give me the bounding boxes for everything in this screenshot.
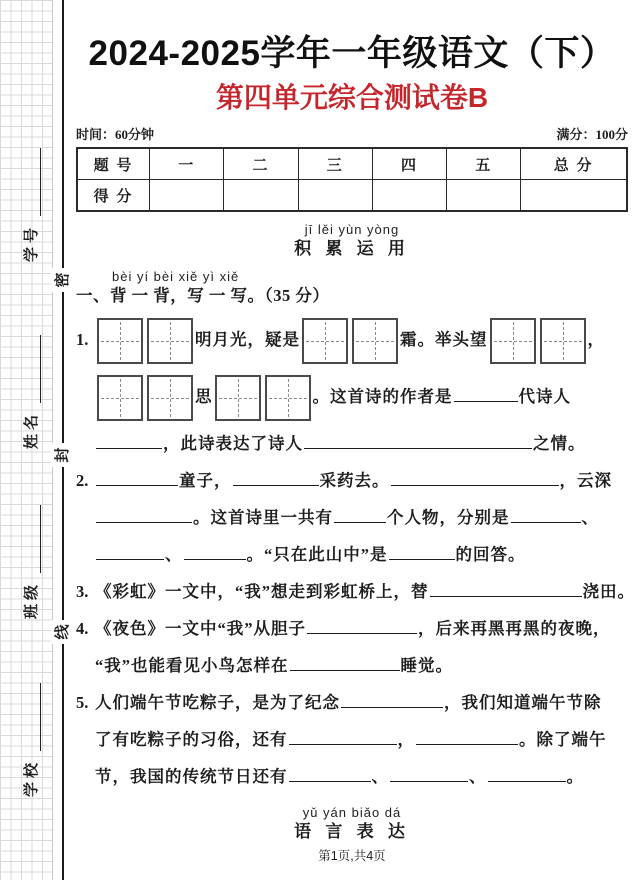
section-expression-title: 语 言 表 达 bbox=[294, 822, 410, 841]
question-text: 节，我国的传统节日还有 bbox=[95, 767, 288, 786]
exam-meta-row bbox=[76, 124, 628, 143]
question-number: 3. bbox=[76, 582, 89, 601]
character-grid-box bbox=[302, 318, 348, 364]
question-text: 《夜色》一文中“我”从胆子 bbox=[95, 619, 306, 638]
question-text: 的回答。 bbox=[455, 545, 526, 564]
character-grid-box bbox=[540, 318, 586, 364]
header-cell-two: 二 bbox=[224, 148, 298, 180]
question-text: ， bbox=[587, 330, 605, 349]
question-text: 。这首诗的作者是 bbox=[312, 387, 453, 406]
question-text: ，我们知道端午节除 bbox=[444, 693, 602, 712]
answer-blank bbox=[334, 505, 386, 523]
score-table-score-row bbox=[77, 180, 627, 212]
answer-blank bbox=[304, 431, 532, 449]
score-table bbox=[76, 147, 628, 212]
answer-blank bbox=[511, 505, 581, 523]
section-accumulation-title: 积 累 运 用 bbox=[294, 239, 410, 258]
question-line bbox=[76, 536, 628, 573]
question-line bbox=[76, 721, 628, 758]
section-expression bbox=[76, 805, 628, 842]
answer-blank bbox=[389, 542, 455, 560]
page-number: 第1页,共4页 bbox=[318, 849, 386, 863]
answer-blank bbox=[341, 690, 443, 708]
question-text: 代诗人 bbox=[518, 387, 571, 406]
seal-char-xian: 线 bbox=[51, 620, 75, 644]
school-blank-line bbox=[22, 683, 41, 751]
exam-subtitle: 第四单元综合测试卷B bbox=[215, 82, 489, 113]
question-text: 之情。 bbox=[533, 434, 586, 453]
answer-blank bbox=[430, 579, 582, 597]
question-text: 思 bbox=[195, 387, 213, 406]
question-line bbox=[76, 425, 628, 462]
part-one-intro bbox=[76, 269, 628, 307]
student-id-blank-line bbox=[22, 148, 41, 216]
score-cell-empty bbox=[521, 180, 627, 212]
question-text: 睡觉。 bbox=[400, 656, 453, 675]
question-text: 、 bbox=[581, 508, 599, 527]
class-blank-line bbox=[22, 505, 41, 573]
answer-blank bbox=[96, 468, 178, 486]
question-text: 采药去。 bbox=[319, 471, 390, 490]
question-line bbox=[76, 647, 628, 684]
class-label: 班级 bbox=[24, 581, 40, 620]
question-text: 、 bbox=[469, 767, 487, 786]
question-line bbox=[76, 573, 635, 610]
header-cell-total: 总 分 bbox=[521, 148, 627, 180]
answer-blank bbox=[488, 764, 566, 782]
question-text: 《彩虹》一文中，“我”想走到彩虹桥上，替 bbox=[95, 582, 429, 601]
answer-blank bbox=[289, 764, 371, 782]
question-text: 个人物，分别是 bbox=[387, 508, 510, 527]
score-cell-empty bbox=[298, 180, 372, 212]
sidebar-field-student-id bbox=[19, 130, 41, 280]
section-accumulation-pinyin: jī lěi yùn yòng bbox=[304, 222, 400, 237]
full-score: 满分：100分 bbox=[556, 127, 628, 142]
question-line bbox=[76, 462, 628, 499]
question-line bbox=[76, 499, 628, 536]
time-limit: 时间：60分钟 bbox=[76, 127, 155, 142]
question-line bbox=[76, 684, 628, 721]
section-expression-pinyin: yǔ yán biǎo dá bbox=[302, 805, 402, 820]
seal-char-feng: 封 bbox=[51, 443, 75, 467]
score-cell-empty bbox=[224, 180, 298, 212]
character-grid-box bbox=[215, 375, 261, 421]
questions bbox=[76, 311, 635, 795]
answer-blank bbox=[233, 468, 319, 486]
question-text: 明月光，疑是 bbox=[195, 330, 300, 349]
question-text: ，云深 bbox=[559, 471, 612, 490]
question-text: “我”也能看见小鸟怎样在 bbox=[95, 656, 289, 675]
sidebar-field-school bbox=[19, 665, 41, 815]
question-text: 霜。举头望 bbox=[400, 330, 488, 349]
seal-char-mi: 密 bbox=[51, 268, 75, 292]
character-grid-box bbox=[147, 375, 193, 421]
score-cell-empty bbox=[447, 180, 521, 212]
score-table-header-row bbox=[77, 148, 627, 180]
question-line bbox=[76, 758, 628, 795]
header-cell-question-number: 题 号 bbox=[77, 148, 150, 180]
seal-line bbox=[62, 0, 64, 880]
question-text: 、 bbox=[371, 767, 389, 786]
header-cell-one: 一 bbox=[150, 148, 224, 180]
answer-blank bbox=[184, 542, 246, 560]
answer-blank bbox=[290, 653, 400, 671]
question-text: 。“只在此山中”是 bbox=[246, 545, 388, 564]
character-grid-box bbox=[490, 318, 536, 364]
main-content bbox=[76, 0, 635, 864]
sidebar-field-name bbox=[19, 317, 41, 467]
part-one-heading: 一、背 一 背，写 一 写。（35 分） bbox=[76, 286, 330, 305]
answer-blank bbox=[96, 431, 162, 449]
sidebar-field-class bbox=[19, 487, 41, 637]
exam-title: 2024-2025学年一年级语文（下） bbox=[88, 34, 616, 73]
answer-blank bbox=[307, 616, 417, 634]
answer-blank bbox=[454, 384, 518, 402]
character-grid-box bbox=[97, 318, 143, 364]
score-row-label: 得 分 bbox=[77, 180, 150, 212]
character-grid-box bbox=[147, 318, 193, 364]
question-text: 童子， bbox=[179, 471, 232, 490]
question-text: ， bbox=[397, 730, 415, 749]
question-text: 了有吃粽子的习俗，还有 bbox=[95, 730, 288, 749]
question-line bbox=[76, 368, 628, 425]
header-cell-three: 三 bbox=[298, 148, 372, 180]
section-accumulation bbox=[76, 222, 628, 259]
question-line bbox=[76, 311, 628, 368]
question-text: ，后来再黑再黑的夜晚， bbox=[418, 619, 611, 638]
question-text: ，此诗表达了诗人 bbox=[163, 434, 303, 453]
character-grid-box bbox=[352, 318, 398, 364]
answer-blank bbox=[416, 727, 518, 745]
answer-blank bbox=[289, 727, 397, 745]
question-number: 5. bbox=[76, 693, 89, 712]
question-text: 浇田。 bbox=[582, 582, 635, 601]
header-cell-five: 五 bbox=[447, 148, 521, 180]
part-one-pinyin: bèi yí bèi xiě yì xiě bbox=[112, 269, 240, 284]
character-grid-box bbox=[97, 375, 143, 421]
answer-blank bbox=[390, 764, 468, 782]
name-label: 姓名 bbox=[24, 411, 40, 450]
score-cell-empty bbox=[150, 180, 224, 212]
score-cell-empty bbox=[372, 180, 446, 212]
question-text: 。这首诗里一共有 bbox=[193, 508, 333, 527]
header-cell-four: 四 bbox=[372, 148, 446, 180]
character-grid-box bbox=[265, 375, 311, 421]
student-id-label: 学号 bbox=[24, 224, 40, 263]
question-text: 、 bbox=[165, 545, 183, 564]
answer-blank bbox=[391, 468, 559, 486]
question-text: 。 bbox=[566, 767, 584, 786]
question-text: 人们端午节吃粽子，是为了纪念 bbox=[95, 693, 340, 712]
question-number: 2. bbox=[76, 471, 89, 490]
question-number: 4. bbox=[76, 619, 89, 638]
question-text: 。除了端午 bbox=[519, 730, 607, 749]
name-blank-line bbox=[22, 335, 41, 403]
question-line bbox=[76, 610, 628, 647]
school-label: 学校 bbox=[24, 759, 40, 798]
question-number: 1. bbox=[76, 330, 89, 349]
answer-blank bbox=[96, 542, 164, 560]
answer-blank bbox=[96, 505, 192, 523]
